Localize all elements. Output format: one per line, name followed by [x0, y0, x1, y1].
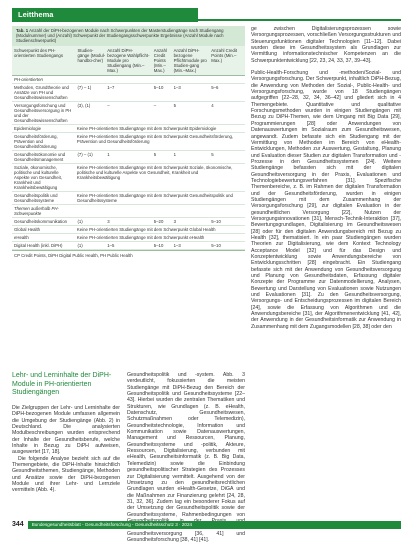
table-cell: 5–10	[211, 242, 221, 248]
table-row	[12, 84, 245, 102]
journal-footer: Bundesgesundheitsblatt - Gesundheitsforschung - Gesundheitsschutz 3 · 2024	[28, 521, 401, 529]
table-cell: 5–6	[211, 84, 219, 90]
table-cell: (1)	[77, 218, 83, 224]
table-row	[12, 226, 245, 234]
table-row	[12, 125, 245, 133]
left-column	[12, 405, 120, 494]
header-band	[12, 8, 401, 22]
table-cell: 5–10	[211, 218, 221, 224]
table-row	[12, 242, 245, 250]
table-row	[12, 205, 245, 218]
table-row	[12, 133, 245, 151]
table-cell: 5	[153, 151, 157, 157]
table-header-cell: Schwerpunkt des PH-orientierten Studiengangs	[14, 47, 63, 58]
right-paragraph: ge zwischen Digitalisierungsprozessen sowie Versorgungsprozessen, vorschließen Versorgungsstrukturen und Steuerungsfunktionen digitaler Technologien [11–12]. Dabei wurden diese im Gesundheitssystem als Grundlagen zur Vermittlung informationstechnischer Kompetenzen an die Schwerpunktentwicklung [22, 23, 24, 33, 37, 39–43].	[251, 26, 401, 64]
table-cell: –	[153, 102, 157, 108]
table-caption-label: Tab. 1	[16, 28, 29, 33]
table-cell: Gesundheitspolitik und Gesundheitssysteme	[14, 192, 58, 203]
table-row	[12, 164, 245, 192]
table-cell: 1–5	[107, 242, 115, 248]
table-row	[12, 234, 245, 242]
table-caption	[12, 26, 245, 46]
table-cell: Digital Health (inkl. DiPH)	[14, 242, 63, 248]
table-cell: –	[107, 102, 110, 108]
table-cell: Epidemiologie	[14, 125, 41, 131]
right-paragraph: Public-Health-Forschung und -methoden/Sozial- und Versorgungsforschung. Der Schwerpunkt, inhaltlich DiPH-Bezug, die Anwendung von Methoden der Sozial-, Public-Health- und Versorgungsforschung, wurde von 18 Studiengängen aufgegriffen [22–28, 32, 34, 36–42] und gliedert sich in 4 Themengebiete. Quantitative und qualitative Forschungsmethoden wurden in einigen Studiengängen mit Bezug zu DiPH-Themen, wie dem Umgang mit Big Data [29], Programmierungen [28] oder Anwendungen von Datenauswertungen im Sozialraum zum Gesundheitswesen, angewandt. Zudem befasste sich ein Studiengang mit der Vermittlung von Methoden im Bereich von eHealth-Entwicklungen, Methoden zur Auswertung, Gestaltung, Planung und Evaluation dieser Studien zur digitalen Transformation und -Prozesse in den Gesundheitssystemen [24]. Weitere Studiengänge befassten sich mit der digitalen Gesundheitsversorgung in der Praxis, Evaluationen und Technologiebewertungsverfahren [31]. Spezifische Themenbereiche, z. B. im Rahmen der digitalen Transformation und der Gesundheitsförderung, wurden in einigen Studiengängen mit dem Zusammenhang der Versorgungsforschung [29], zur digitalen Evaluation in der gesundheitlichen Versorgung [22], Nutzen der Versorgungsinnovationen [31], Mensch-Technik-Interaktion [37], Bewertungsgrundlagen, Digitalisierung im Gesundheitswesen [28] oder für den digitalen Anwendungsbereich mit Bezug zu Health [32], thematisiert. In ein paar Studiengängen wurden Theorien zur Digitalisierung, wie dem Kontext Technology Acceptance Model [32] und für das Design und Konzeptentwicklung sowie Anwendungsbereiche von Entwicklungsschritten [28] eingebracht. Ein Studiengang befasste sich mit der Anwendung von Gesundheitsversorgung und Planung von Gesundheitsdaten, Erfassung digitaler Konzepte der Programme zur Datenmodellierung, Analysen, Bewertung und Darstellung von Evaluationen sowie Nutzungen und Evaluationen [31]. Zu den Gesundheitsversorgung, Versorgungs- und Entscheidungsprozessen im digitalen Bereich [24], sowie die Erfassung von Algorithmen und die Anwendungsbereiche [31], der Algorithmenentwicklung [41, 42], der Anwendung in der Gesundheitsinformatik zur Anwendung in Zusammenhang mit dem Zugangsmodellen [28, 38] oder den	[251, 70, 401, 330]
table-row	[12, 151, 245, 164]
table-cell: 1–3	[173, 84, 181, 90]
table-cell: Versorgungsforschung und Gesundheitsversorgung in PH und der Gesundheitswissenschaften	[14, 102, 72, 123]
table-cell: Keine PH-orientierten Studiengänge mit dem Schwerpunkt Gesundheitsförderung, Prävention und Gesundheitsförderung	[76, 133, 234, 144]
table-cell: (7) – (1)	[77, 151, 93, 157]
table-cell: 1	[173, 151, 176, 157]
table-header	[12, 46, 245, 76]
page-number: 344	[12, 521, 24, 528]
table-cell: Keine PH-orientierten Studiengänge mit dem Schwerpunkt eHealth	[76, 234, 205, 240]
table-cell: 5	[173, 102, 176, 108]
table-cell: 5–10	[153, 242, 164, 248]
table-row	[12, 218, 245, 226]
table-header-cell: Anzahl Credit Points (Min.–Max.)	[211, 47, 238, 63]
table-cell: Keine PH-orientierten Studiengänge mit dem Schwerpunkt Soziale, ökonomische, politische und kulturelle Aspekte von Gesundheit, Krankheit und Krankheitsbewältigung	[76, 164, 233, 180]
table-header-cell: Anzahl DiPH-bezogene Pflichtmodule pro Studien-gang (Min.–Max.)	[173, 47, 207, 73]
section-label: Leitthema	[12, 8, 198, 22]
table-footnote: CP Credit Points, DiPH Digital Public Health, PH Public Health	[12, 250, 245, 260]
table-cell: 1–7	[107, 84, 115, 90]
table-cell: Gesundheitskommunikation	[14, 218, 68, 224]
table-cell: Keine PH-orientierten Studiengänge mit dem Schwerpunkt Global Health	[76, 226, 216, 232]
table-cell: 4	[211, 102, 214, 108]
table-cell: 5–10	[153, 84, 164, 90]
table-cell: 5	[211, 151, 214, 157]
table-cell: (7) – 1)	[77, 84, 92, 90]
table-cell: Gesundheitsökonomie und Gesundheitsmanagement	[14, 151, 66, 162]
table-cell: (3), (1)	[77, 102, 91, 108]
right-column	[251, 26, 401, 336]
table-cell: Gesundheitsförderung, Prävention und Gesundheitsförderung	[14, 133, 58, 149]
table-caption-text: Anzahl der DiPH-bezogenen Module nach Schwerpunkten der Masterstudiengänge nach Studiengang (Modulnummer) und (Anzahl) Schwerpunkt der Studiengangsschwerpunkte Ergebnisse (Anzahl Module nach Studienschwerpunkt)	[16, 28, 224, 44]
table-cell: (1)	[77, 242, 83, 248]
table-cell: 1	[107, 151, 110, 157]
table-cell: 1–3	[173, 242, 181, 248]
header-rule	[198, 19, 401, 21]
table-cell: PH-orientierten	[14, 76, 43, 82]
table-cell: eHealth	[14, 234, 29, 240]
table-cell: Methoden, Grundtheorie und Ansätze von PH und Gesundheitswissenschaften	[14, 84, 69, 100]
table-1	[12, 26, 245, 260]
page-footer	[12, 519, 401, 530]
table-cell: Soziale, ökonomische, politische und kulturelle Aspekte von Gesundheit, Krankheit und Krankheitsbewältigung	[14, 164, 63, 190]
table-row	[12, 76, 245, 84]
table-cell: 5–20	[153, 218, 164, 224]
section-heading: Lehr- und Lerninhalte der DiPH-Module in PH-orientierten Studiengängen	[12, 372, 112, 396]
table-header-cell: Anzahl DiPH-bezogene Wahlpflicht-Module pro Studiengang (Min.–Max.)	[107, 47, 150, 73]
table-row	[12, 192, 245, 205]
table-header-cell: Studien-gänge (Modul-handbü-cher)	[77, 47, 106, 63]
table-row	[12, 102, 245, 125]
table-cell: Themen außerhalb PH-Schwerpunkte	[14, 205, 59, 216]
table-cell: Keine PH-orientierten Studiengänge mit dem Schwerpunkt Gesundheitspolitik und Gesundheitssysteme	[76, 192, 233, 203]
middle-column: Gesundheitspolitik und -system. Abb. 3 verdeutlicht, fokussierten die meisten Studiengänge mit DiPH-Bezug den Bereich der Gesundheitspolitik und Gesundheitssysteme [22–43]. Hierbei wurden die zentralen Thematiken und Strukturen, wie Grundlagen (z. B. eHealth, Datenschutz, Gesundheitswesen, Schutzmaßnahmen oder Telemedizin), Gesundheitstechnologie, Information und Kommunikation sowie Datenauswertungen, Management und Ressourcen, Planung, Gesundheitssysteme und -politik, Akteure, Ressourcen, Digitalisierung, verbunden mit eHealth, Gesundheitsinformatik (z. B. Big Data, Telemedizin) sowie die Einbindung gesundheitspolitischer Strategien des Prozesses zur Digitalisierung vermittelt. Ausgehend von der Umsetzung zu den gesundheitsrechtlichen Grundlagen wurden eHealth-Gesetze, DiGA und die Maßnahmen zur Finanzierung gelehrt [24, 28, 31, 32, 36]. Zudem lag ein besonderer Fokus auf der Umsetzung der Gesundheitspolitik sowie der Gesundheitssysteme, Rahmenbedingungen von Gesundheitsversorgung [36, 41] und Gesundheitsforschung [38, 41] [41].	[127, 372, 245, 543]
table-header-cell: Anzahl Credit Points (Min.–Max.)	[153, 47, 167, 73]
table-cell: 3	[107, 218, 110, 224]
left-paragraph: Die folgende Analyse bezieht sich auf die Themengebiete, die DiPH-Inhalte hinsichtlich Gesundheitsthemen, Studiengänge, Methoden und Ansätze sowie der DiPH-bezogenen Module und ihrer Lehr- und Lernziele vermitteln (Abb. 4).	[12, 455, 120, 494]
table-cell: 3	[173, 218, 176, 224]
table-cell: Global Health	[14, 226, 41, 232]
left-paragraph: Die Zielgruppen der Lehr- und Lerninhalte der DiPH-bezogenen Module umfassen allgemein die Umgebung der Studiengänge (Abb. 2) in Deutschland. Die analysierten Modulbeschreibungen wurden entsprechend der Inhalte der Gesundheitsberufe, welche Inhalte in Bezug zu DiPH aufweisen, ausgewertet [17, 18].	[12, 405, 120, 456]
table-cell: Keine PH-orientierten Studiengänge mit dem Schwerpunkt Epidemiologie	[76, 125, 217, 131]
table-body	[12, 76, 245, 250]
